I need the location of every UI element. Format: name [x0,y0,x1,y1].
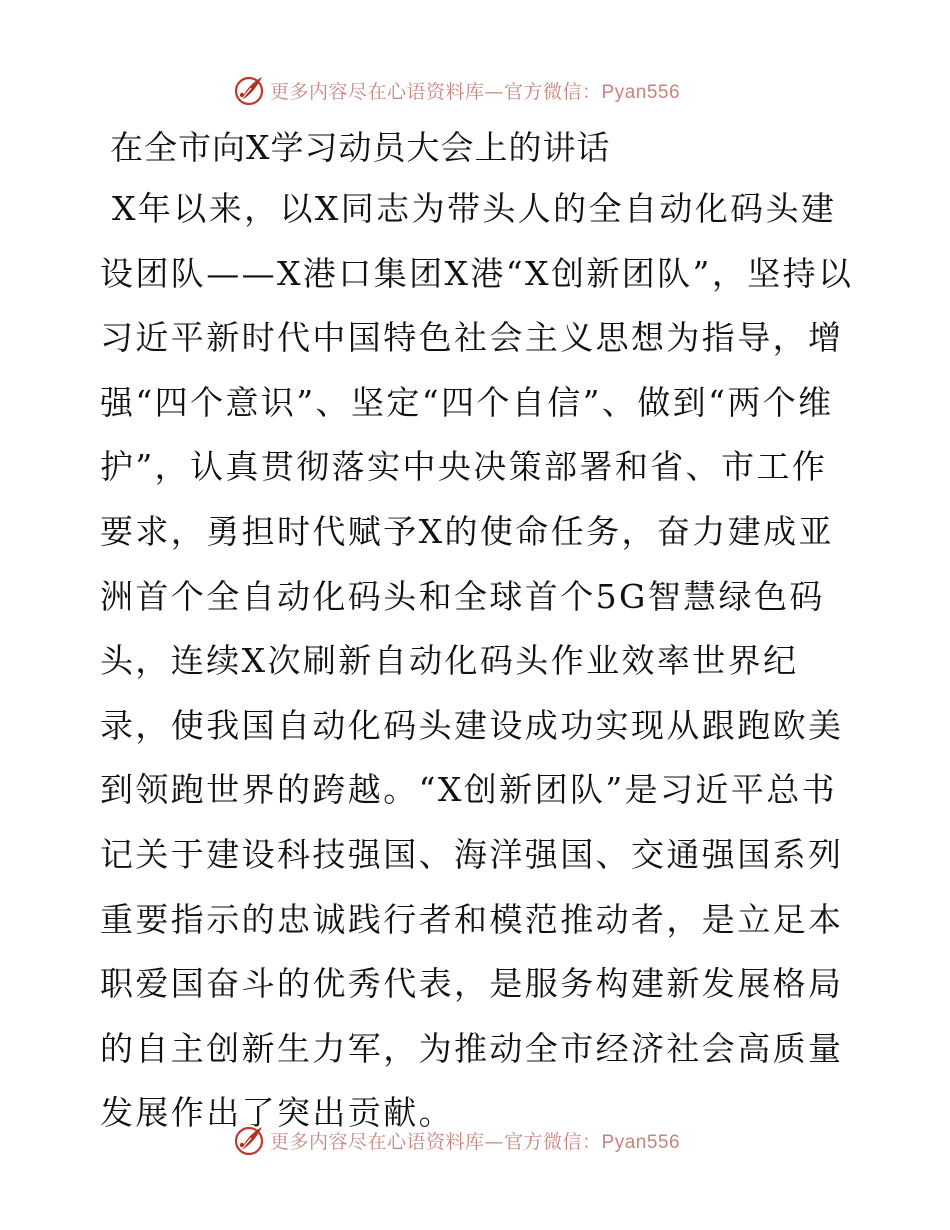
feather-pen-logo-icon [232,73,266,107]
banner-wechat-account: Pyan556 [601,1131,681,1153]
document-body-paragraph: X年以来，以X同志为带头人的全自动化码头建设团队——X港口集团X港“X创新团队”，坚持以习近平新时代中国特色社会主义思想为指导，增强“四个意识”、坚定“四个自信”、做到“两个维护”，认真贯彻落实中央决策部署和省、市工作要求，勇担时代赋予X的使命任务，奋力建成亚洲首个全自动化码头和全球首个5G智慧绿色码头，连续X次刷新自动化码头作业效率世界纪录，使我国自动化码头建设成功实现从跟跑欧美到领跑世界的跨越。“X创新团队”是习近平总书记关于建设科技强国、海洋强国、交通强国系列重要指示的忠诚践行者和模范推动者，是立足本职爱国奋斗的优秀代表，是服务构建新发展格局的自主创新生力军，为推动全市经济社会高质量发展作出了突出贡献。 [100,189,854,1133]
banner-slogan: 更多内容尽在心语资料库—官方微信： [270,80,602,103]
banner-text [270,1127,680,1154]
footer-banner [232,1122,680,1158]
banner-slogan: 更多内容尽在心语资料库—官方微信： [270,1130,602,1153]
banner-text [270,77,680,104]
feather-pen-logo-icon [232,1123,266,1157]
header-banner [232,72,680,108]
banner-wechat-account: Pyan556 [601,81,681,103]
document-title: 在全市向X学习动员大会上的讲话 [110,128,611,167]
